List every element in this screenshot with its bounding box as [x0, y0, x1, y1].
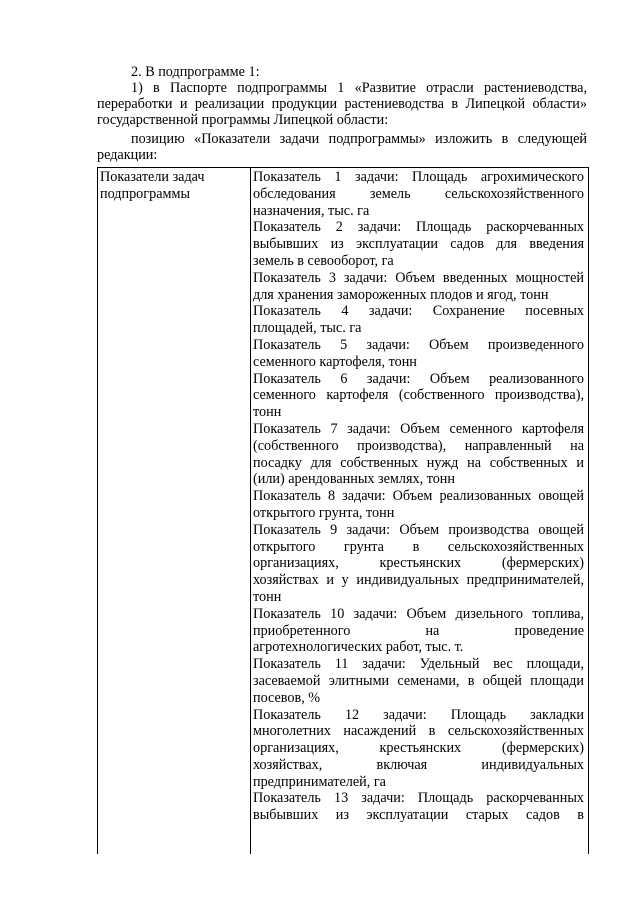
indicator-line: открытого грунта в сельскохозяйственных — [253, 538, 584, 555]
indicator-line: Показатель 7 задачи: Объем семенного картофеля — [253, 420, 584, 437]
table-left-cell — [100, 169, 248, 203]
indicator-line: Показатель 13 задачи: Площадь раскорчеванных — [253, 790, 584, 807]
indicator-line: Показатель 10 задачи: Объем дизельного топлива, — [253, 605, 584, 622]
indicator-line: Показатель 2 задачи: Площадь раскорчеванных — [253, 219, 584, 236]
indicator-line: засеваемой элитными семенами, в общей площади — [253, 672, 584, 689]
paragraph-line: государственной программы Липецкой области: — [97, 112, 389, 128]
indicator-line: предпринимателей, га — [253, 773, 386, 790]
left-cell-line: Показатели задач — [100, 169, 205, 185]
indicator-line: семенного картофеля (собственного производства), — [253, 387, 584, 404]
indicator-line: посадку для собственных нужд на собственных и — [253, 454, 584, 471]
indicator-line: хозяйствах и у индивидуальных предпринимателей, — [253, 572, 584, 589]
indicator-line: земель в севооборот, га — [253, 252, 394, 269]
indicator-line: площадей, тыс. га — [253, 320, 362, 337]
indicator-line: для хранения замороженных плодов и ягод, тонн — [253, 286, 549, 303]
table-right-cell — [253, 169, 584, 824]
table-column-divider — [250, 168, 251, 854]
indicator-line: назначения, тыс. га — [253, 202, 370, 219]
indicator-line: семенного картофеля, тонн — [253, 353, 417, 370]
paragraph-line: редакции: — [97, 147, 158, 163]
indicator-line: выбывших из эксплуатации садов для введения — [253, 236, 584, 253]
left-cell-line: подпрограммы — [100, 185, 190, 202]
indicator-line: Показатель 5 задачи: Объем произведенного — [253, 336, 584, 353]
indicator-line: выбывших из эксплуатации старых садов в — [253, 807, 584, 824]
indicator-line: Показатель 3 задачи: Объем введенных мощностей — [253, 269, 584, 286]
indicator-line: организациях, крестьянских (фермерских) — [253, 740, 584, 757]
indicator-line: хозяйствах, включая индивидуальных — [253, 756, 584, 773]
indicator-line: Показатель 1 задачи: Площадь агрохимического — [253, 169, 584, 185]
indicator-line: приобретенного на проведение — [253, 622, 584, 639]
indicator-line: Показатель 12 задачи: Площадь закладки — [253, 706, 584, 723]
indicator-line: организациях, крестьянских (фермерских) — [253, 555, 584, 572]
indicator-line: Показатель 8 задачи: Объем реализованных овощей — [253, 488, 584, 505]
indicator-line: Показатель 6 задачи: Объем реализованного — [253, 370, 584, 387]
indicator-line: Показатель 9 задачи: Объем производства овощей — [253, 521, 584, 538]
indicators-table — [97, 167, 589, 854]
section-heading: 2. В подпрограмме 1: — [131, 64, 260, 80]
indicator-line: (или) арендованных землях, тонн — [253, 471, 455, 488]
indicator-line: многолетних насаждений в сельскохозяйственных — [253, 723, 584, 740]
indicator-line: посевов, % — [253, 689, 321, 706]
paragraph-line: 1) в Паспорте подпрограммы 1 «Развитие отрасли растениеводства, — [131, 80, 587, 96]
paragraph-line: позицию «Показатели задачи подпрограммы» изложить в следующей — [131, 131, 587, 147]
paragraph-line: переработки и реализации продукции растениеводства в Липецкой области» — [97, 96, 587, 112]
indicator-line: Показатель 4 задачи: Сохранение посевных — [253, 303, 584, 320]
indicator-line: открытого грунта, тонн — [253, 504, 395, 521]
indicator-line: тонн — [253, 404, 282, 421]
indicator-line: обследования земель сельскохозяйственного — [253, 185, 584, 202]
indicator-line: агротехнологических работ, тыс. т. — [253, 639, 464, 656]
indicator-line: тонн — [253, 588, 282, 605]
indicator-line: Показатель 11 задачи: Удельный вес площади, — [253, 656, 584, 673]
indicator-line: (собственного производства), направленный на — [253, 437, 584, 454]
